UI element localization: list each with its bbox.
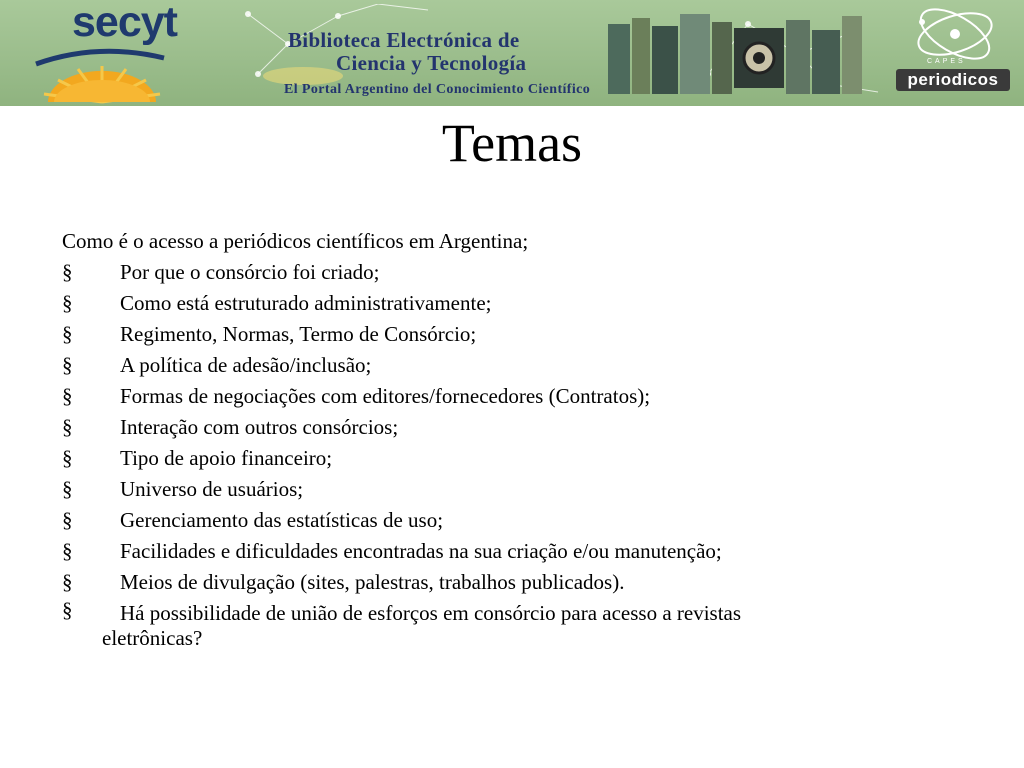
topic-item: [62, 505, 962, 536]
periodicos-badge: periodicos: [896, 69, 1010, 91]
topic-item-text: Formas de negociações com editores/fornecedores (Contratos);: [120, 384, 651, 408]
topic-item: [62, 381, 962, 412]
capes-label: CAPES: [927, 58, 966, 65]
section-sign-bullet: §: [62, 415, 73, 439]
topic-item: [62, 412, 962, 443]
topic-item: [62, 288, 962, 319]
topic-item: [62, 257, 962, 288]
section-sign-bullet: §: [62, 446, 73, 470]
topic-item-text: Como está estruturado administrativamente;: [120, 291, 492, 315]
portal-title-line-1: Biblioteca Electrónica de: [288, 28, 520, 52]
section-sign-bullet: §: [62, 508, 73, 532]
topic-item-text-continuation: eletrônicas?: [102, 626, 203, 650]
topic-item-text: Regimento, Normas, Termo de Consórcio;: [120, 322, 477, 346]
portal-subtitle: El Portal Argentino del Conocimiento Científico: [284, 82, 591, 97]
intro-text: Como é o acesso a periódicos científicos em Argentina;: [62, 229, 529, 253]
topic-item-text: Tipo de apoio financeiro;: [120, 446, 333, 470]
section-sign-bullet: §: [62, 322, 73, 346]
topic-item-text: Interação com outros consórcios;: [120, 415, 399, 439]
section-sign-bullet: §: [62, 539, 73, 563]
section-sign-bullet: §: [62, 353, 73, 377]
portal-title-line-2: Ciencia y Tecnología: [336, 51, 527, 75]
topic-item-text: Facilidades e dificuldades encontradas na sua criação e/ou manutenção;: [120, 539, 722, 563]
header-banner: [0, 0, 1024, 106]
topic-list: [62, 257, 962, 651]
topic-item-text: Há possibilidade de união de esforços em consórcio para acesso a revistas: [120, 601, 742, 625]
topic-item-text: A política de adesão/inclusão;: [120, 353, 372, 377]
topic-item: [62, 443, 962, 474]
books-icon: [608, 14, 878, 94]
portal-title-graphic: [228, 4, 888, 104]
secyt-logo-text: secyt: [72, 0, 177, 46]
section-sign-bullet: §: [62, 291, 73, 315]
topic-item-text: Gerenciamento das estatísticas de uso;: [120, 508, 444, 532]
section-sign-bullet: §: [62, 598, 73, 622]
topic-item: [62, 474, 962, 505]
section-sign-bullet: §: [62, 260, 73, 284]
topic-item: [62, 567, 962, 598]
topic-item: [62, 319, 962, 350]
topic-list-section: [62, 226, 962, 651]
topic-item: [62, 536, 962, 567]
topic-item-text: Universo de usuários;: [120, 477, 304, 501]
topic-item: [62, 598, 962, 651]
topic-item-text: Por que o consórcio foi criado;: [120, 260, 380, 284]
slide-title: Temas: [441, 113, 583, 173]
section-sign-bullet: §: [62, 384, 73, 408]
secyt-logo: [28, 2, 178, 104]
topic-item: [62, 350, 962, 381]
section-sign-bullet: §: [62, 477, 73, 501]
section-sign-bullet: §: [62, 570, 73, 594]
topic-item-text: Meios de divulgação (sites, palestras, trabalhos publicados).: [120, 570, 625, 594]
